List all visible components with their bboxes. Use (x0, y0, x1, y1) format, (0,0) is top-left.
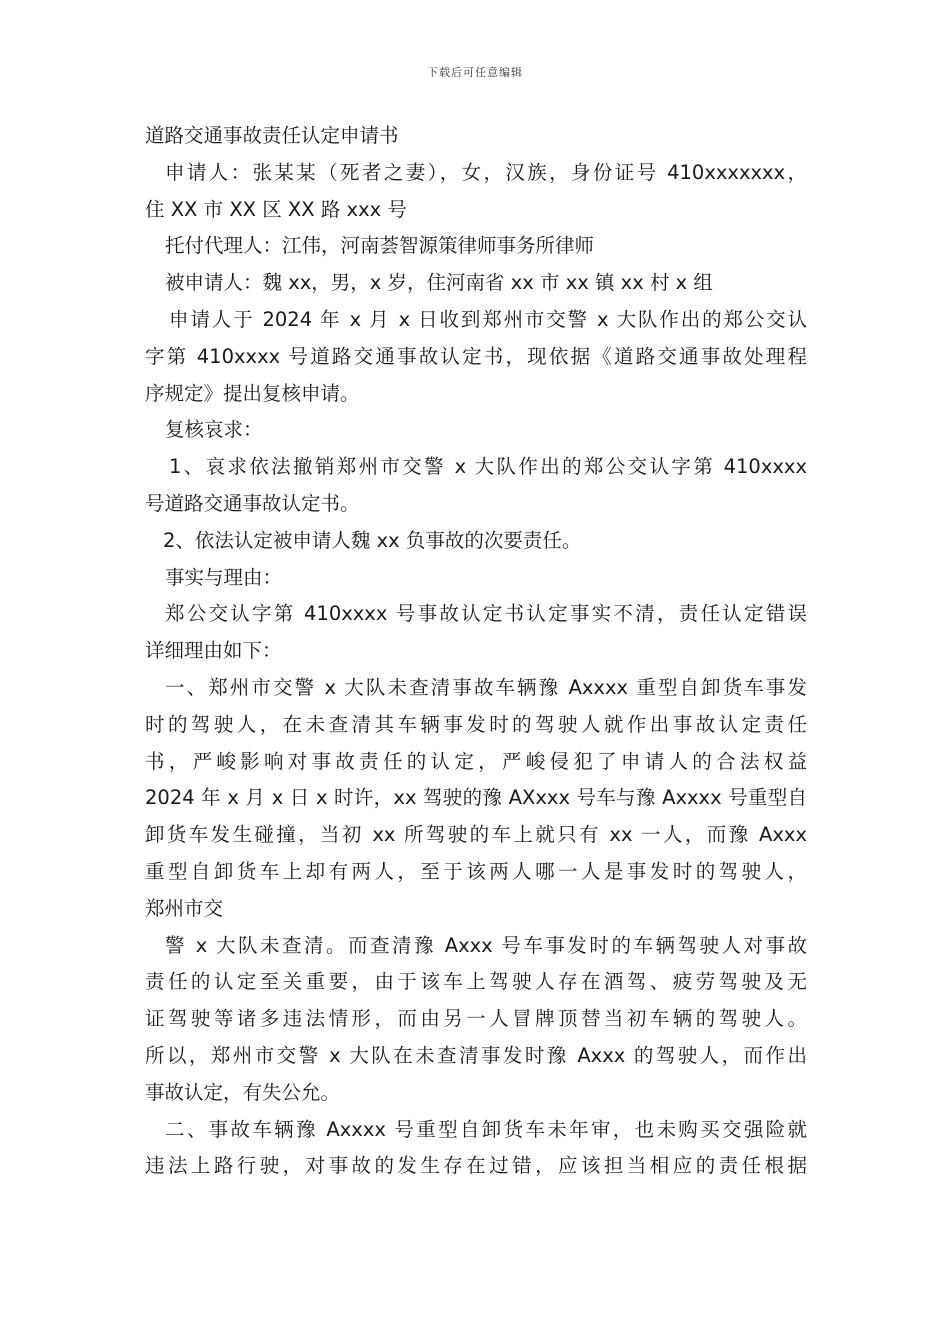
paragraph-line: 郑公交认字第 410xxxx 号事故认定书认定事实不清，责任认定错误 (165, 602, 807, 626)
document-title: 道路交通事故责任认定申请书 (145, 124, 399, 147)
paragraph-line: 所以，郑州市交警 x 大队在未查清事发时豫 Axxx 的驾驶人，而作出 (145, 1043, 807, 1067)
paragraph-line: 二、事故车辆豫 Axxxx 号重型自卸货车未年审，也未购买交强险就 (165, 1117, 807, 1141)
paragraph-line: 申请人：张某某（死者之妻），女，汉族，身份证号 410xxxxxxx， (165, 160, 807, 184)
paragraph-line: 2024 年 x 月 x 日 x 时许，xx 驾驶的豫 AXxxx 号车与豫 Axxxx 号重型自 (145, 786, 807, 810)
paragraph-line: 违法上路行驶，对事故的发生存在过错，应该担当相应的责任根据 (145, 1154, 807, 1178)
paragraph-line: 责任的认定至关重要，由于该车上驾驶人存在酒驾、疲劳驾驶及无 (145, 970, 807, 994)
paragraph-line: 一、郑州市交警 x 大队未查清事故车辆豫 Axxxx 重型自卸货车事发 (165, 675, 807, 699)
paragraph-line: 申请人于 2024 年 x 月 x 日收到郑州市交警 x 大队作出的郑公交认 (169, 307, 807, 331)
paragraph-line: 重型自卸货车上却有两人，至于该两人哪一人是事发时的驾驶人， (145, 859, 807, 883)
document-body (145, 118, 807, 1185)
paragraph-line: 住 XX 市 XX 区 XX 路 xxx 号 (145, 197, 407, 221)
list-item-continued: 号道路交通事故认定书。 (145, 491, 360, 515)
section-heading: 事实与理由： (165, 565, 283, 589)
paragraph-line: 托付代理人：江伟，河南荟智源策律师事务所律师 (165, 234, 595, 258)
section-heading: 复核哀求： (165, 418, 263, 442)
list-item: 2、依法认定被申请人魏 xx 负事故的次要责任。 (163, 528, 582, 552)
paragraph-line: 郑州市交 (145, 896, 224, 920)
paragraph-line: 时的驾驶人，在未查清其车辆事发时的驾驶人就作出事故认定责任 (145, 712, 807, 736)
paragraph-line: 字第 410xxxx 号道路交通事故认定书，现依据《道路交通事故处理程 (145, 344, 807, 368)
paragraph-line: 书，严峻影响对事故责任的认定，严峻侵犯了申请人的合法权益 (145, 749, 807, 773)
page-header-note: 下载后可任意编辑 (427, 66, 523, 79)
paragraph-line: 被申请人：魏 xx，男，x 岁，住河南省 xx 市 xx 镇 xx 村 x 组 (165, 271, 713, 295)
paragraph-line: 序规定》提出复核申请。 (145, 381, 360, 405)
paragraph-line: 事故认定，有失公允。 (145, 1080, 341, 1104)
paragraph-line: 证驾驶等诸多违法情形，而由另一人冒牌顶替当初车辆的驾驶人。 (145, 1007, 807, 1031)
list-item: 1、哀求依法撤销郑州市交警 x 大队作出的郑公交认字第 410xxxx (169, 455, 807, 479)
paragraph-line: 警 x 大队未查清。而查清豫 Axxx 号车事发时的车辆驾驶人对事故 (165, 933, 807, 957)
paragraph-line: 详细理由如下： (145, 639, 282, 663)
paragraph-line: 卸货车发生碰撞，当初 xx 所驾驶的车上就只有 xx 一人，而豫 Axxx (145, 823, 807, 847)
